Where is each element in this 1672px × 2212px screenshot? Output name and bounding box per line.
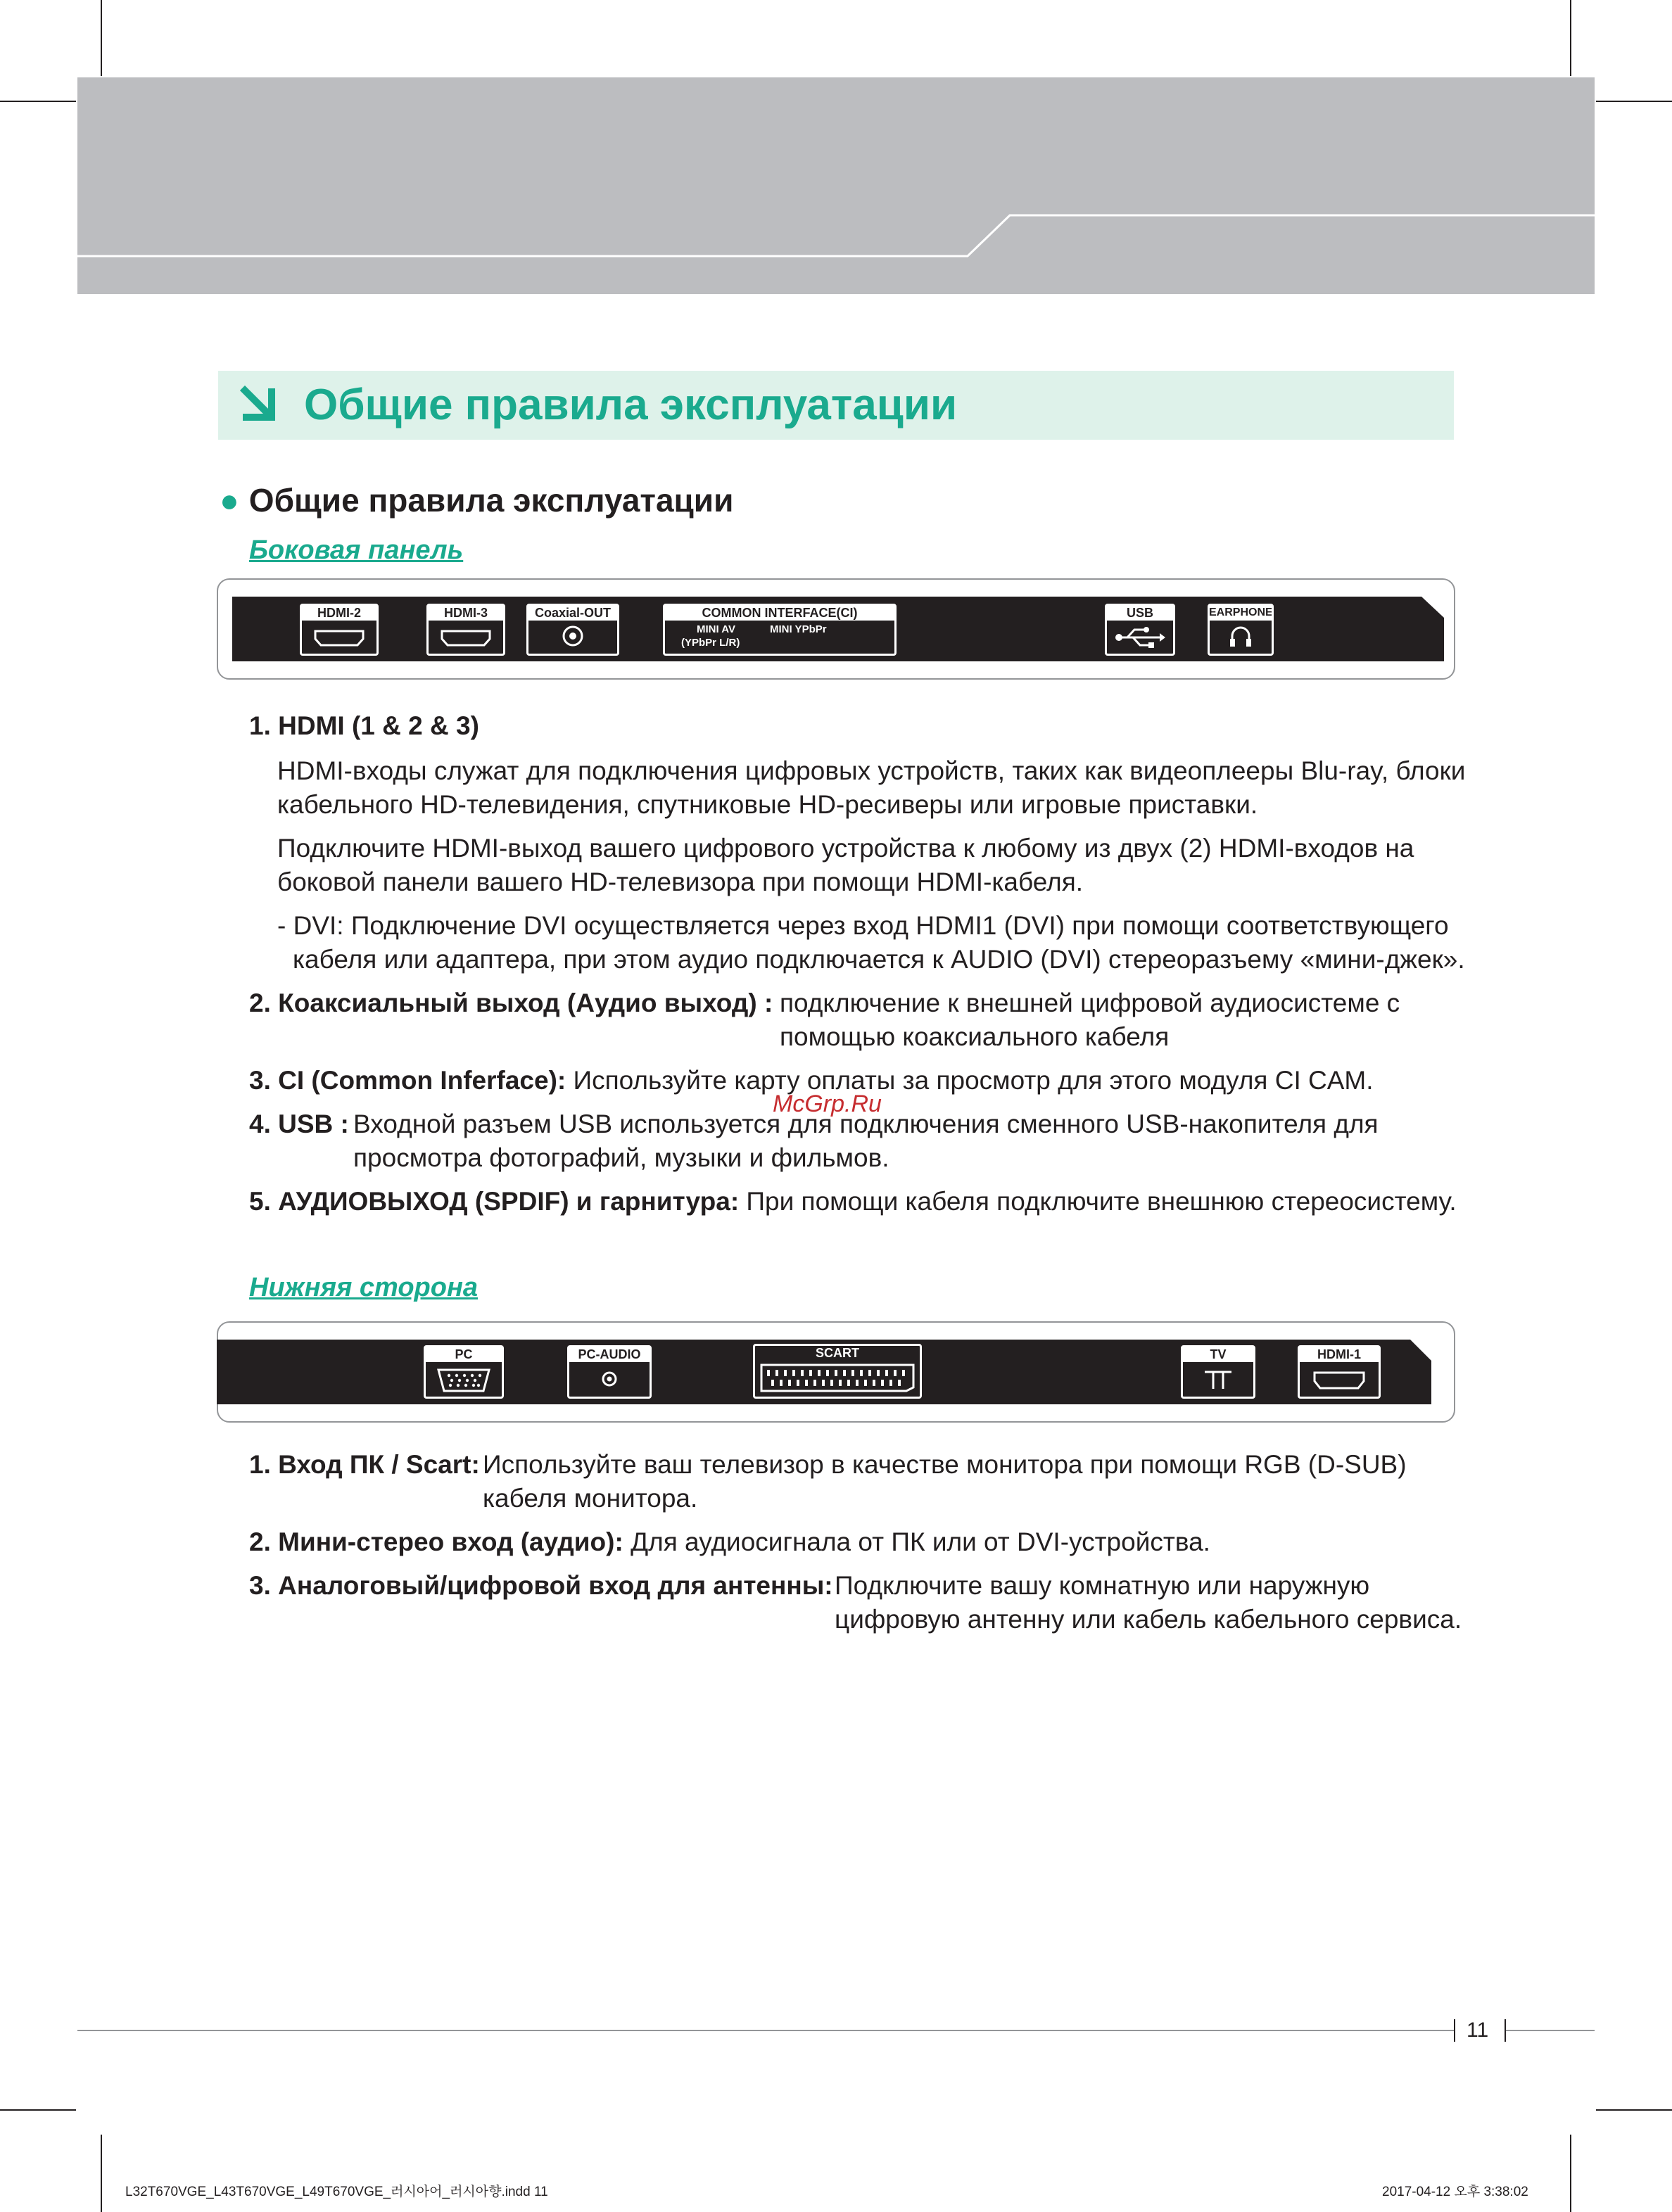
section-heading-text: Общие правила эксплуатации [248, 482, 734, 519]
hdmi1-label: HDMI-1 [1299, 1347, 1379, 1362]
item-pc-text: кабеля монитора. [483, 1484, 698, 1513]
hdmi3-label: HDMI-3 [428, 605, 504, 621]
item-coaxial-text: помощью коаксиального кабеля [780, 1022, 1170, 1051]
item-hdmi-text: кабельного HD-телевидения, спутниковые HD-ресиверы или игровые приставки. [277, 790, 1258, 819]
pc-label: PC [425, 1347, 502, 1362]
bullet-icon: ● [220, 482, 239, 519]
header-notch-line [77, 77, 1595, 294]
earphone-label: EARPHONE [1209, 605, 1272, 621]
item-pc-text: Используйте ваш телевизор в качестве монитора при помощи RGB (D-SUB) [483, 1450, 1407, 1479]
item-audio-out: 5. АУДИОВЫХОД (SPDIF) и гарнитура: При помощи кабеля подключите внешнюю стереосистему. [249, 1187, 1457, 1216]
crop-mark [101, 0, 102, 76]
item-usb-text: просмотра фотографий, музыки и фильмов. [353, 1143, 889, 1172]
hdmi-connector-icon [312, 629, 366, 647]
ci-label: COMMON INTERFACE(CI) [664, 605, 895, 621]
bottom-side-label: Нижняя сторона [249, 1273, 479, 1302]
hdmi-connector-icon [1312, 1371, 1367, 1390]
item-antenna-title: 3. Аналоговый/цифровой вход для антенны: [249, 1571, 833, 1600]
page-number: 11 [1467, 2019, 1489, 2042]
item-coaxial-title: 2. Коаксиальный выход (Аудио выход) : [249, 989, 773, 1017]
side-panel-label: Боковая панель [249, 535, 464, 565]
item-antenna-text: Подключите вашу комнатную или наружную [835, 1571, 1370, 1600]
mini-av-label: MINI AV [697, 623, 735, 635]
headphones-icon [1227, 623, 1254, 650]
scart-label: SCART [816, 1346, 859, 1360]
item-usb-title: 4. USB : [249, 1110, 349, 1138]
usb-label: USB [1106, 605, 1174, 621]
mini-av-sub-label: (YPbPr L/R) [681, 637, 740, 649]
hdmi-connector-icon [439, 629, 493, 647]
crop-mark [1570, 2135, 1571, 2212]
page-rule [1506, 2030, 1595, 2031]
page-number-tick [1505, 2019, 1506, 2042]
footer-file-name: L32T670VGE_L43T670VGE_L49T670VGE_러시아어_러시아향.indd 11 [125, 2185, 548, 2199]
item-mini-stereo: 2. Мини-стерео вход (аудио): Для аудиосигнала от ПК или от DVI-устройства. [249, 1527, 1210, 1556]
usb-icon [1113, 625, 1167, 650]
item-hdmi-dvi-note: кабеля или адаптера, при этом аудио подключается к AUDIO (DVI) стереоразъему «мини-джек». [293, 945, 1465, 974]
item-pc-title: 1. Вход ПК / Scart: [249, 1450, 480, 1479]
scart-connector-icon [759, 1362, 916, 1393]
item-hdmi-title: 1. HDMI (1 & 2 & 3) [249, 711, 479, 740]
antenna-connector-icon [1202, 1368, 1234, 1392]
footer-date: 2017-04-12 오후 3:38:02 [1382, 2185, 1528, 2199]
item-antenna-text: цифровую антенну или кабель кабельного сервиса. [835, 1605, 1462, 1634]
page-number-tick [1454, 2019, 1455, 2042]
audio-jack-icon [600, 1369, 619, 1389]
crop-mark [101, 2135, 102, 2212]
page-title: Общие правила эксплуатации [304, 381, 958, 429]
mini-ypbpr-label: MINI YPbPr [770, 623, 827, 635]
item-hdmi-text: Подключите HDMI-выход вашего цифрового устройства к любому из двух (2) HDMI-входов на [277, 834, 1414, 863]
item-hdmi-text: HDMI-входы служат для подключения цифровых устройств, таких как видеоплееры Blu-ray, блоки [277, 756, 1466, 785]
crop-mark [0, 101, 76, 102]
item-hdmi-dvi-note: - DVI: Подключение DVI осуществляется через вход HDMI1 (DVI) при помощи соответствующего [277, 911, 1449, 940]
crop-mark [1570, 0, 1571, 76]
tv-label: TV [1182, 1347, 1254, 1362]
crop-mark [1596, 101, 1672, 102]
section-heading [220, 477, 733, 523]
pc-audio-label: PC-AUDIO [569, 1347, 650, 1362]
watermark: McGrp.Ru [773, 1091, 882, 1117]
crop-mark [1596, 2109, 1672, 2111]
item-coaxial-text: подключение к внешней цифровой аудиосистеме с [780, 989, 1400, 1017]
item-hdmi-text: боковой панели вашего HD-телевизора при помощи HDMI-кабеля. [277, 867, 1084, 896]
hdmi2-label: HDMI-2 [301, 605, 377, 621]
item-usb-text: Входной разъем USB используется для подключения сменного USB-накопителя для [353, 1110, 1379, 1138]
crop-mark [0, 2109, 76, 2111]
coaxial-jack-icon [560, 623, 585, 649]
item-ci: 3. CI (Common Inferface): Используйте карту оплаты за просмотр для этого модуля CI CAM. [249, 1066, 1374, 1095]
page-rule [77, 2030, 1454, 2031]
vga-connector-icon [436, 1368, 491, 1393]
coaxial-label: Coaxial-OUT [528, 605, 618, 621]
arrow-down-right-icon [236, 378, 286, 433]
